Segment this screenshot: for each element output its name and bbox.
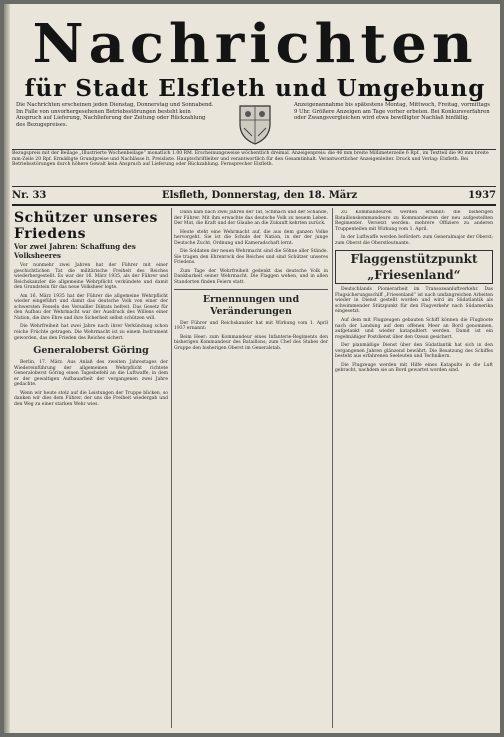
paragraph: Beim Heer: zum Kommandeur eines Infanterie-Regiments den bisherigen Kommandeur des Bataillons; zum Chef des Stabes der Gruppe den bisherigen Oberst im Generalstab. xyxy=(174,334,328,351)
boxed-headline: Flaggenstützpunkt „Friesenland“ xyxy=(335,250,493,284)
newspaper-subtitle: für Stadt Elsfleth und Umgebung xyxy=(24,75,486,102)
column-divider xyxy=(332,208,333,728)
newspaper-page xyxy=(4,4,500,733)
article-headline: Schützer unseres Friedens xyxy=(14,210,158,242)
paragraph: Am 16. März 1935 hat der Führer die allgemeine Wehrpflicht wieder eingeführt und damit das deutsche Volk von einer der schwersten Fesseln des Versailler Diktats befreit. Das Gesetz für den Aufbau der Wehrmacht war der Ausdruck des Willens einer Nation, die ihre Ehre und ihre Sicherheit selbst schützen will. xyxy=(14,293,168,321)
paragraph: Zu Kommandeuren werden ernannt: die bisherigen Bataillonskommandeure zu Kommandeuren der neu aufgestellten Regimenter. Versetzt werden: mehrere Offiziere zu anderen Truppenteilen mit Wirkung vom 1. April. xyxy=(335,210,493,232)
column-divider xyxy=(171,208,172,728)
subscription-notice: Bezugspreis mit der Beilage „Illustrierte Wochenbeilage“ monatlich 1.00 RM. Erscheinungsweise wöchentlich dreimal. Anzeigenpreis: die 46 mm breite Millimeterzeile 6 Rpf., im Textteil die 90 mm breite mm-Zeile 20 Rpf. Ermäßigte Grundpreise und Nachlässe lt. Preisliste. Hauptschriftleiter und verantwortlich für den Gesamtinhalt. Verantwortlicher Anzeigenleiter. Druck und Verlag: Elsfleth. Bei Betriebsstörungen durch höhere Gewalt kein Anspruch auf Lieferung oder Rückzahlung. Fernsprecher Elsfleth. xyxy=(12,149,496,187)
paragraph: Der Führer und Reichskanzler hat mit Wirkung vom 1. April 1937 ernannt: xyxy=(174,320,328,332)
section-heading: Generaloberst Göring xyxy=(33,345,149,357)
column-3 xyxy=(335,210,493,725)
dateline xyxy=(12,188,496,206)
paragraph: In der Luftwaffe werden befördert: zum Generalmajor der Oberst; zum Oberst die Oberstleutnante. xyxy=(335,235,493,246)
paragraph: Die Soldaten der neuen Wehrmacht sind die Söhne aller Stände. Sie tragen den Ehrenrock des Reiches und sind Schützer unseres Friedens. xyxy=(174,249,328,266)
paragraph: Vor nunmehr zwei Jahren hat der Führer mit einer geschichtlichen Tat die militärische Freiheit des Reiches wiederhergestellt. Es war der 16. März 1935, als der Führer und Reichskanzler die allgemeine Wehrpflicht verkündete und damit den Grundstein für das neue Volksheer legte. xyxy=(14,263,168,291)
place-date: Elsfleth, Donnerstag, den 18. März xyxy=(162,190,358,201)
paragraph: Die Wehrfreiheit hat zwei Jahre nach ihrer Verkündung schon reiche Früchte getragen. Die Wehrmacht ist zu einem Instrument geworden, das den Frieden des Reiches sichert. xyxy=(14,324,168,341)
paragraph: Auf dem mit Flugzeugen gebauten Schiff können die Flugboote nach der Landung auf dem offenen Meer an Bord genommen, aufgetankt und wieder katapultiert werden. Damit ist ein regelmäßiger Postdienst über den Ozean gesichert. xyxy=(335,318,493,340)
paragraph: Dann kam nach zwei Jahren der Tat, Schmach und der Schande, der Führer. Mit ihm erwachte das deutsche Volk zu neuem Leben. Der Mut, die Kraft und der Glaube an die Zukunft kehrten zurück. xyxy=(174,210,328,227)
info-bar xyxy=(16,102,494,146)
paragraph: Berlin, 17. März. Aus Anlaß des zweiten Jahrestages der Wiedereinführung der allgemeinen Wehrpflicht richtete Generaloberst Göring einen Tagesbefehl an die Luftwaffe, in dem er der gewaltigen Aufbauarbeit der vergangenen zwei Jahre gedachte. xyxy=(14,360,168,388)
info-advertising: Anzeigenannahme bis spätestens Montag, Mittwoch, Freitag, vormittags 9 Uhr. Größere Anzeigen am Tage vorher erbeten. Bei Konkursverfahren oder Zwangsvergleichen wird etwa bewilligter Nachlaß hinfällig. xyxy=(294,102,490,122)
town-crest-icon xyxy=(228,102,282,146)
info-publication: Die Nachrichten erscheinen jeden Dienstag, Donnerstag und Sonnabend. Im Falle von unvorhergesehenen Betriebsstörungen besteht kein Anspruch auf Lieferung, Nachlieferung der Zeitung oder Rückzahlung des Bezugspreises. xyxy=(16,102,214,128)
paragraph: Der planmäßige Dienst über den Südatlantik hat sich in den vergangenen Jahren glänzend bewährt. Die Besatzung des Schiffes besteht aus erfahrenen Seeleuten und Technikern. xyxy=(335,343,493,360)
page-spine xyxy=(4,4,10,733)
paragraph: Zum Tage der Wehrfreiheit gedenkt das deutsche Volk in Dankbarkeit seiner Wehrmacht. Die Flaggen wehen, und in allen Standorten finden Feiern statt. xyxy=(174,268,328,286)
column-1 xyxy=(14,210,168,725)
masthead xyxy=(16,14,494,102)
paragraph: Heute steht eine Wehrmacht auf, die aus dem ganzen Volke hervorgeht. Sie ist die Schule der Nation, in der der junge Deutsche Zucht, Ordnung und Kameradschaft lernt. xyxy=(174,229,328,246)
year: 1937 xyxy=(468,190,496,201)
article-subhead: Vor zwei Jahren: Schaffung des Volksheeres xyxy=(14,242,136,260)
newspaper-title: Nachrichten xyxy=(32,12,478,76)
column-2 xyxy=(174,210,328,725)
paragraph: Wenn wir heute stolz auf die Leistungen der Truppe blicken, so danken wir dies dem Führer, der uns die Freiheit wiedergab und den Weg zu einer starken Wehr wies. xyxy=(14,390,168,407)
section-heading: Ernennungen und Veränderungen xyxy=(202,293,300,317)
separator xyxy=(174,289,328,290)
paragraph: Die Flugzeuge werden mit Hilfe eines Katapults in die Luft gebracht, nachdem sie an Bord gewartet worden sind. xyxy=(335,362,493,374)
paragraph: Deutschlands Pionierarbeit im Transozeanluftverkehr. Das Flugsicherungsschiff „Friesenland“ ist nach umfangreichen Arbeiten wieder in Dienst gestellt worden und wird im Südatlantik als schwimmender Stützpunkt für den Flugverkehr nach Südamerika eingesetzt. xyxy=(335,287,493,315)
issue-number: Nr. 33 xyxy=(12,190,47,201)
